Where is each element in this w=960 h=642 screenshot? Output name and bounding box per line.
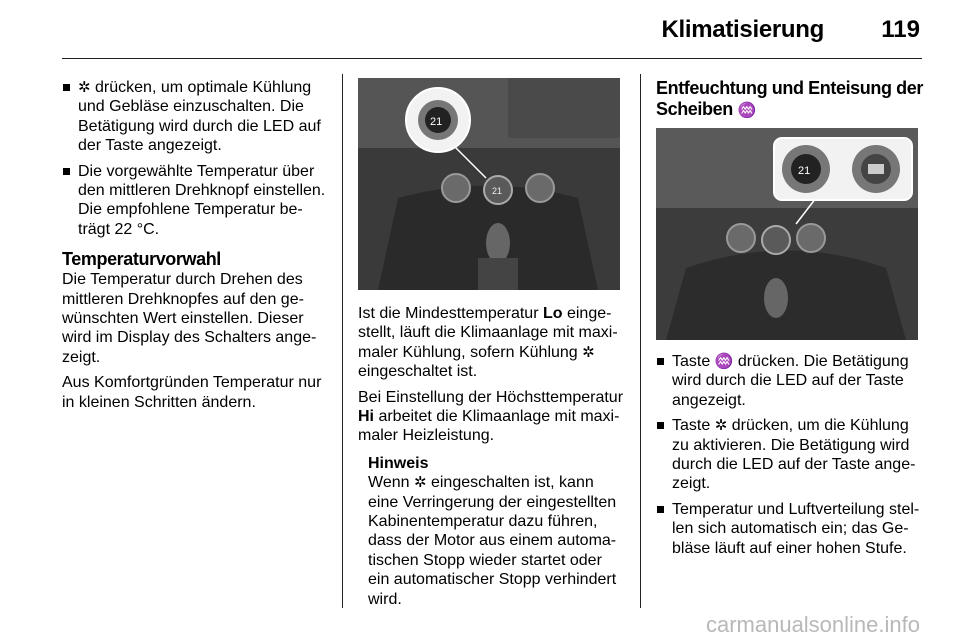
photo-display-text: 21 — [798, 165, 811, 177]
bullet-text: Die vorgewählte Temperatur über den mittleren Drehknopf einstellen. Die empfohlene Temperatur be-trägt 22 °C. — [78, 162, 326, 238]
column-2 — [358, 78, 626, 609]
list-item — [62, 78, 330, 156]
list-item — [62, 162, 330, 240]
hi-label: Hi — [358, 408, 374, 426]
snowflake-icon: ✲ — [582, 343, 595, 361]
section-heading: Temperaturvorwahl — [62, 249, 221, 270]
snowflake-icon: ✲ — [78, 79, 91, 96]
defrost-icon: ♒ — [737, 102, 756, 119]
defrost-icon: ♒ — [714, 353, 734, 370]
page-number: 119 — [881, 16, 920, 43]
climate-control-photo — [358, 78, 620, 290]
column-3 — [656, 78, 924, 564]
paragraph: Ist die Mindesttemperatur Lo einge-stellt, läuft die Klimaanlage mit maxi-maler Kühlung, sofern Kühlung ✲ eingeschaltet ist. — [358, 305, 618, 381]
photo-display-text: 21 — [430, 116, 443, 128]
list-item: Taste ✲ drücken, um die Kühlung zu aktivieren. Die Betätigung wird durch die LED auf der Taste ange-zeigt. — [656, 416, 924, 494]
header-rule — [62, 58, 922, 59]
column-1 — [62, 78, 330, 418]
snowflake-icon: ✲ — [714, 417, 728, 435]
paragraph: Die Temperatur durch Drehen des mittleren Drehknopfes auf den ge-wünschten Wert einstellen. Dieser wird im Display des Schalters ange-zeigt. — [62, 271, 317, 366]
defrost-controls-photo — [656, 128, 918, 340]
column-divider-2 — [640, 74, 641, 608]
column-divider-1 — [342, 74, 343, 608]
list-item: Temperatur und Luftverteilung stel-len sich automatisch ein; das Ge-bläse läuft auf einer hohen Stufe. — [656, 500, 924, 558]
note-title: Hinweis — [368, 454, 429, 472]
watermark-link[interactable]: carmanualsonline.info — [705, 612, 920, 637]
snowflake-icon: ✲ — [413, 474, 427, 492]
bullet-list-3 — [656, 352, 924, 558]
svg-text:21: 21 — [492, 186, 503, 196]
lo-label: Lo — [542, 305, 563, 322]
paragraph: Aus Komfortgründen Temperatur nur in kleinen Schritten ändern. — [62, 374, 322, 411]
section-heading: Entfeuchtung und Enteisung der Scheiben ♒ — [656, 78, 923, 119]
page-title: Klimatisierung — [661, 16, 824, 43]
paragraph: Bei Einstellung der Höchsttemperatur Hi arbeitet die Klimaanlage mit maxi-maler Heizleistung. — [358, 388, 624, 445]
bullet-text: drücken, um optimale Kühlung und Gebläse einzuschalten. Die Betätigung wird durch die LED auf der Taste angezeigt. — [78, 79, 321, 155]
note-text: Wenn ✲ eingeschalten ist, kann eine Verringerung der eingestellten Kabinentemperatur dazu führen, dass der Motor aus einem automa-tischen Stopp wieder startet oder ein automatischer Stopp verhindert wird. — [368, 474, 617, 608]
list-item: Taste ♒ drücken. Die Betätigung wird durch die LED auf der Taste angezeigt. — [656, 352, 924, 410]
bullet-list-1 — [62, 78, 330, 239]
note-box — [358, 454, 626, 609]
